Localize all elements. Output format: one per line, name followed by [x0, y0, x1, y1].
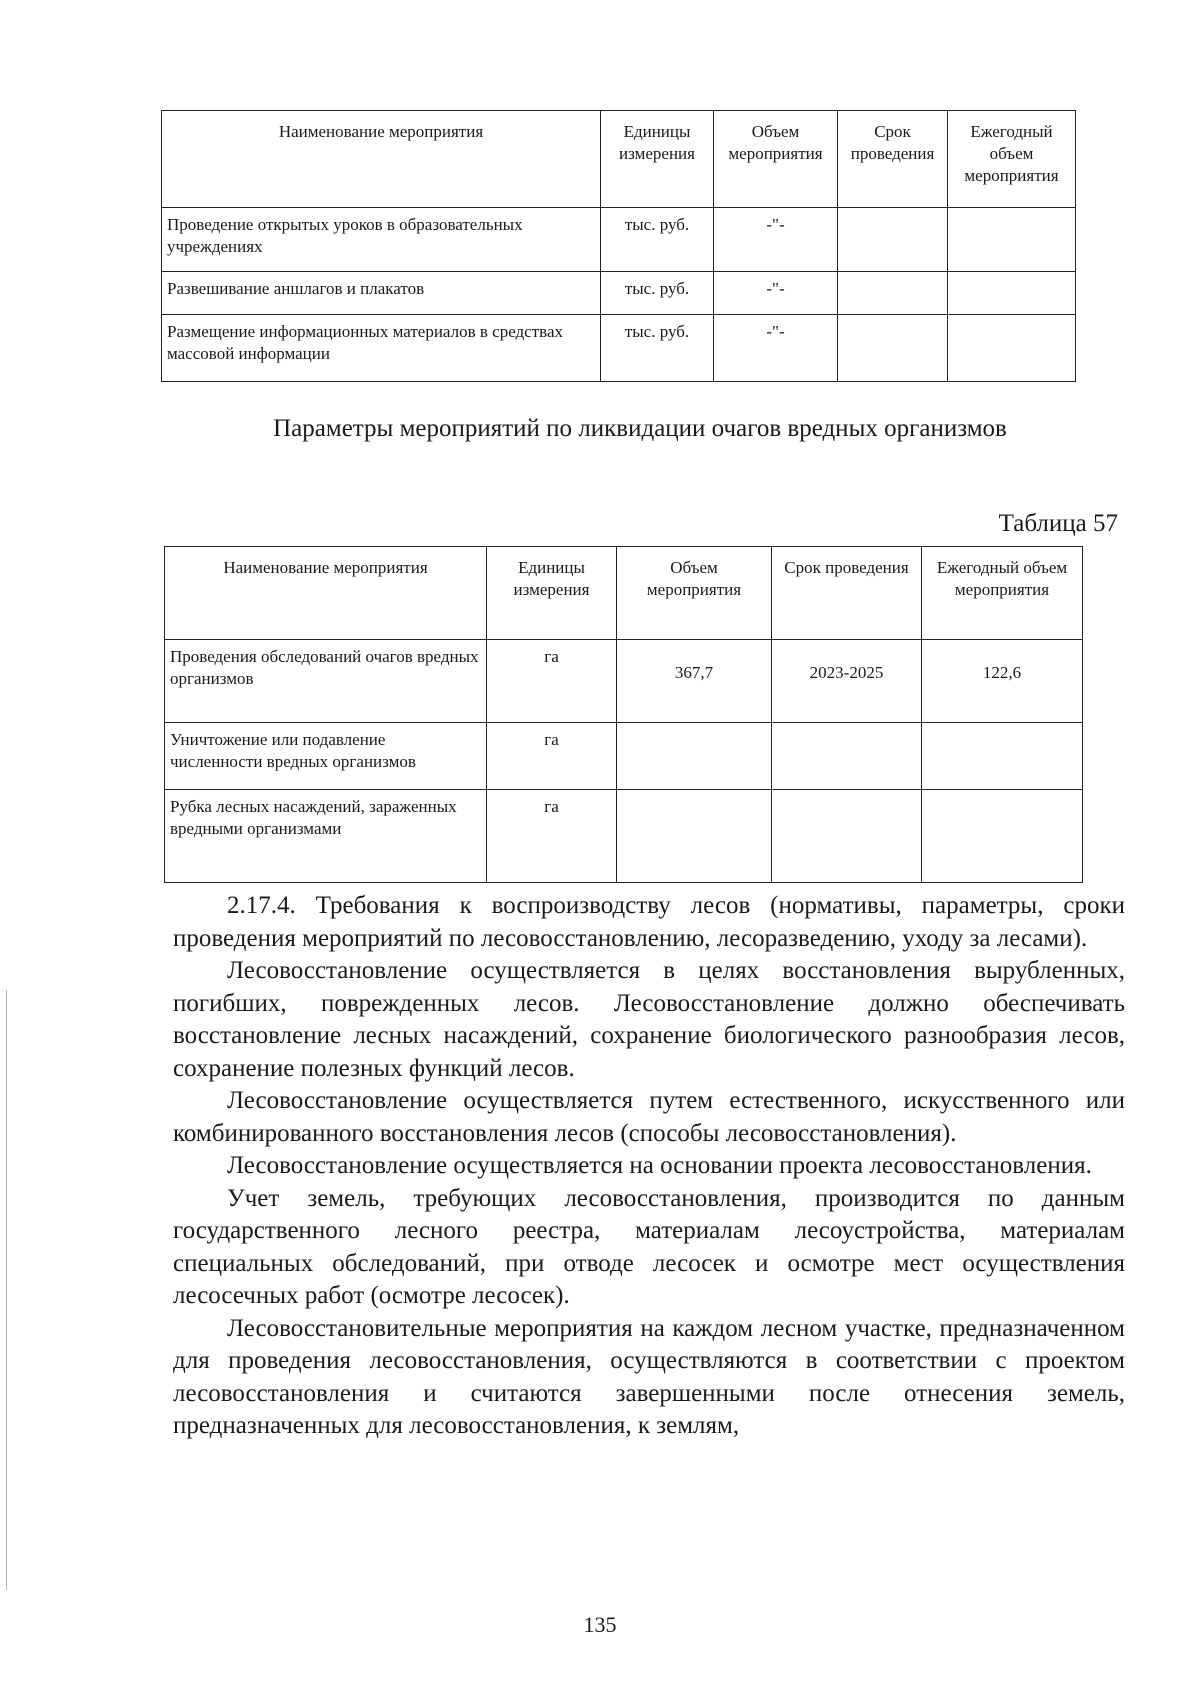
page-number: 135 [583, 1612, 617, 1637]
paragraph: Лесовосстановление осуществляется путем естественного, искусственного или комбинированного восстановления лесов (способы лесовосстановления). [173, 1087, 1125, 1147]
cell-period [772, 723, 922, 790]
cell-activity-name: Рубка лесных насаждений, зараженных вредными организмами [165, 790, 487, 883]
table-row [165, 640, 1083, 723]
header-annual-volume: Ежегодный объем мероприятия [948, 111, 1076, 208]
cell-units: га [487, 640, 617, 723]
paragraph: Учет земель, требующих лесовосстановления, производится по данным государственного лесного реестра, материалам лесоустройства, материалам специальных обследований, при отводе лесосек и осмотре мест осуществления лесосечных работ (осмотре лесосек). [173, 1184, 1125, 1309]
paragraph: Лесовосстановление осуществляется на основании проекта лесовосстановления. [227, 1152, 1092, 1179]
scan-edge-line [6, 990, 7, 1590]
header-annual-volume: Ежегодный объем мероприятия [922, 547, 1083, 640]
cell-period: 2023-2025 [772, 640, 922, 723]
pest-elimination-table [164, 546, 1083, 883]
cell-annual-volume [948, 272, 1076, 315]
table-row [165, 723, 1083, 790]
header-activity-name: Наименование мероприятия [162, 111, 601, 208]
cell-volume: -"- [714, 272, 838, 315]
cell-volume: -"- [714, 208, 838, 272]
cell-activity-name: Размещение информационных материалов в средствах массовой информации [162, 315, 601, 382]
table-header-row [162, 111, 1076, 208]
cell-volume: 367,7 [617, 640, 772, 723]
cell-volume: -"- [714, 315, 838, 382]
cell-annual-volume [948, 208, 1076, 272]
cell-units: га [487, 790, 617, 883]
paragraph: Лесовосстановительные мероприятия на каждом лесном участке, предназначенном для проведения лесовосстановления, осуществляются в соответствии с проектом лесовосстановления и считаются завершенными после отнесения земель, предназначенных для лесовосстановления, к землям, [173, 1314, 1125, 1439]
cell-units: тыс. руб. [601, 315, 714, 382]
cell-annual-volume [948, 315, 1076, 382]
cell-activity-name: Проведения обследований очагов вредных организмов [165, 640, 487, 723]
header-units: Единицы измерения [487, 547, 617, 640]
body-text [173, 890, 1125, 1443]
activities-table-continued [161, 110, 1076, 382]
table-number-label: Таблица 57 [998, 510, 1118, 537]
cell-volume [617, 790, 772, 883]
cell-units: тыс. руб. [601, 272, 714, 315]
table-row [162, 208, 1076, 272]
header-period: Срок проведения [838, 111, 948, 208]
header-volume: Объем мероприятия [617, 547, 772, 640]
header-period: Срок проведения [772, 547, 922, 640]
cell-period [838, 315, 948, 382]
table-header-row [165, 547, 1083, 640]
header-units: Единицы измерения [601, 111, 714, 208]
cell-period [838, 272, 948, 315]
cell-activity-name: Развешивание аншлагов и плакатов [162, 272, 601, 315]
cell-volume [617, 723, 772, 790]
cell-units: га [487, 723, 617, 790]
cell-period [772, 790, 922, 883]
table-row [162, 272, 1076, 315]
cell-annual-volume [922, 790, 1083, 883]
cell-annual-volume: 122,6 [922, 640, 1083, 723]
header-activity-name: Наименование мероприятия [165, 547, 487, 640]
paragraph: Лесовосстановление осуществляется в целях восстановления вырубленных, погибших, поврежденных лесов. Лесовосстановление должно обеспечивать восстановление лесных насаждений, сохранение биологического разнообразия лесов, сохранение полезных функций лесов. [173, 957, 1125, 1082]
cell-period [838, 208, 948, 272]
section-title: Параметры мероприятий по ликвидации очагов вредных организмов [273, 415, 1007, 442]
paragraph-heading: 2.17.4. Требования к воспроизводству лесов (нормативы, параметры, сроки проведения мероприятий по лесовосстановлению, лесоразведению, уходу за лесами). [173, 892, 1125, 952]
cell-annual-volume [922, 723, 1083, 790]
table-row [165, 790, 1083, 883]
cell-activity-name: Уничтожение или подавление численности вредных организмов [165, 723, 487, 790]
table-row [162, 315, 1076, 382]
cell-activity-name: Проведение открытых уроков в образовательных учреждениях [162, 208, 601, 272]
header-volume: Объем мероприятия [714, 111, 838, 208]
cell-units: тыс. руб. [601, 208, 714, 272]
